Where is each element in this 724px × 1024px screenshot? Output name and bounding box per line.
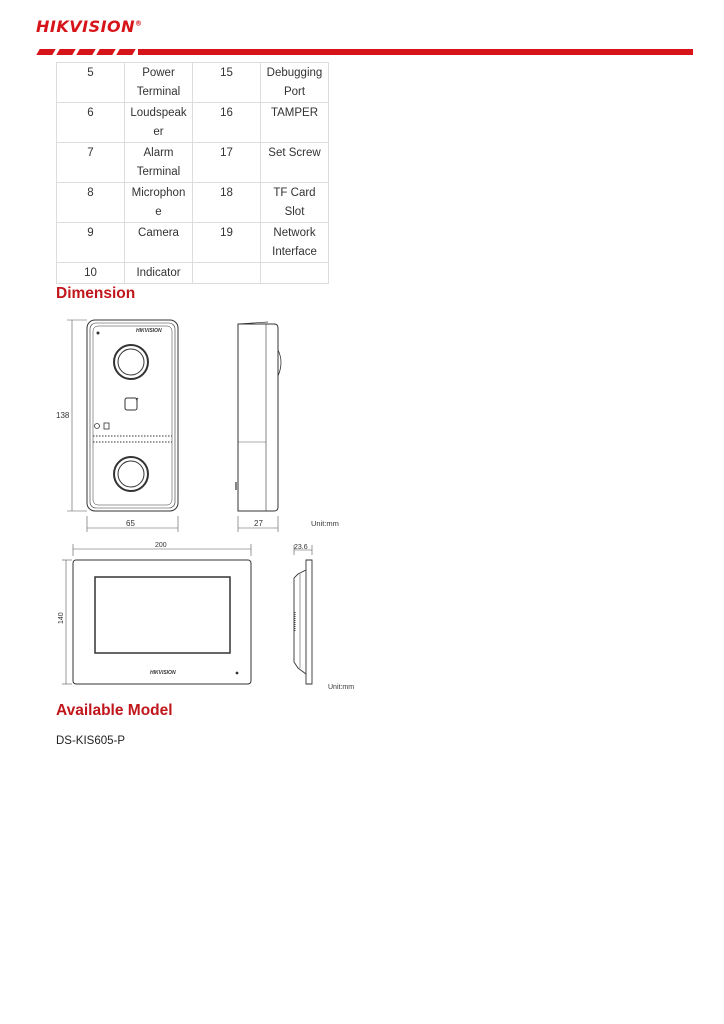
pin-name [125, 143, 193, 183]
pin-name [125, 103, 193, 143]
pin-name-line: Port [283, 86, 306, 98]
table-row [57, 263, 329, 284]
cell-spacer [263, 163, 326, 182]
door-station-width-label: 65 [126, 519, 135, 528]
pin-number-value: 6 [87, 107, 94, 119]
pin-name [261, 143, 329, 183]
cell-spacer [263, 123, 326, 142]
door-station-height-label: 138 [56, 411, 70, 420]
pin-number [193, 63, 261, 103]
pin-number-value: 15 [220, 67, 233, 79]
door-station-front-view [87, 320, 178, 511]
indoor-station-side-view [294, 560, 312, 684]
pin-number [193, 223, 261, 263]
pin-name-line: Set Screw [268, 147, 321, 159]
table-row [57, 143, 329, 183]
pin-name-line: Terminal [136, 86, 181, 98]
pin-name-line: Terminal [136, 166, 181, 178]
cell-spacer [127, 243, 190, 262]
pin-name [261, 63, 329, 103]
pin-name-line: Microphon [131, 187, 186, 199]
pin-number-value: 17 [220, 147, 233, 159]
pin-number-value: 9 [87, 227, 94, 239]
pin-name-line: Loudspeak [130, 107, 187, 119]
door-station-dimension-lines [67, 320, 278, 532]
pin-name-line: Camera [138, 227, 179, 239]
pin-number-value: 5 [87, 67, 94, 79]
indoor-station-front-view [73, 560, 251, 684]
pin-name-line: er [153, 126, 164, 138]
table-row [57, 183, 329, 223]
available-model-heading: Available Model [56, 702, 173, 719]
indoor-station-unit-label: Unit:mm [328, 684, 355, 691]
model-number: DS-KIS605-P [56, 735, 126, 747]
pin-number-value: 18 [220, 187, 233, 199]
pin-number-value: 16 [220, 107, 233, 119]
hikvision-logo: HIKVISION® [36, 17, 143, 36]
pin-name-line: e [155, 206, 162, 218]
pin-name-line: Power [142, 67, 175, 79]
pin-name [261, 183, 329, 223]
door-station-brand-label: HIKVISION [136, 328, 162, 334]
indoor-station-dimension-lines [62, 544, 312, 684]
pin-number [193, 103, 261, 143]
page-header [0, 0, 724, 60]
pin-name [125, 183, 193, 223]
door-station-unit-label: Unit:mm [311, 519, 339, 528]
pin-number [57, 63, 125, 103]
pin-number-value: 8 [87, 187, 94, 199]
pin-number [57, 223, 125, 263]
pin-number [57, 263, 125, 284]
pin-name [261, 263, 329, 284]
dimension-drawings [50, 312, 370, 697]
pin-name-line: Slot [284, 206, 305, 218]
pin-number [193, 143, 261, 183]
pin-name [261, 223, 329, 263]
pin-name-line: Alarm [143, 147, 174, 159]
door-station-depth-label: 27 [254, 519, 263, 528]
pin-name-line: TF Card [273, 187, 316, 199]
pin-name [261, 103, 329, 143]
indoor-station-depth-label: 23.6 [294, 544, 308, 551]
pin-name [125, 63, 193, 103]
indoor-station-height-label: 140 [58, 612, 65, 624]
pin-name-line: TAMPER [270, 107, 319, 119]
dimension-heading: Dimension [56, 285, 136, 302]
door-station-side-view [236, 322, 281, 511]
pin-number-value: 7 [87, 147, 94, 159]
indoor-station-brand-label: HIKVISION [150, 670, 176, 676]
header-red-bar [138, 49, 693, 55]
pin-number [57, 183, 125, 223]
pin-table [56, 62, 329, 284]
pin-number-value: 10 [84, 267, 97, 279]
pin-name-line: Debugging [266, 67, 323, 79]
pin-name [125, 223, 193, 263]
pin-name-line: Network [273, 227, 316, 239]
pin-number [57, 103, 125, 143]
pin-name [125, 263, 193, 284]
table-row [57, 103, 329, 143]
pin-number [57, 143, 125, 183]
pin-name-line: Interface [272, 246, 317, 258]
pin-number [193, 263, 261, 284]
table-row [57, 63, 329, 103]
pin-number [193, 183, 261, 223]
pin-name-line: Indicator [136, 267, 181, 279]
indoor-station-width-label: 200 [155, 542, 167, 549]
pin-number-value: 19 [220, 227, 233, 239]
table-row [57, 223, 329, 263]
